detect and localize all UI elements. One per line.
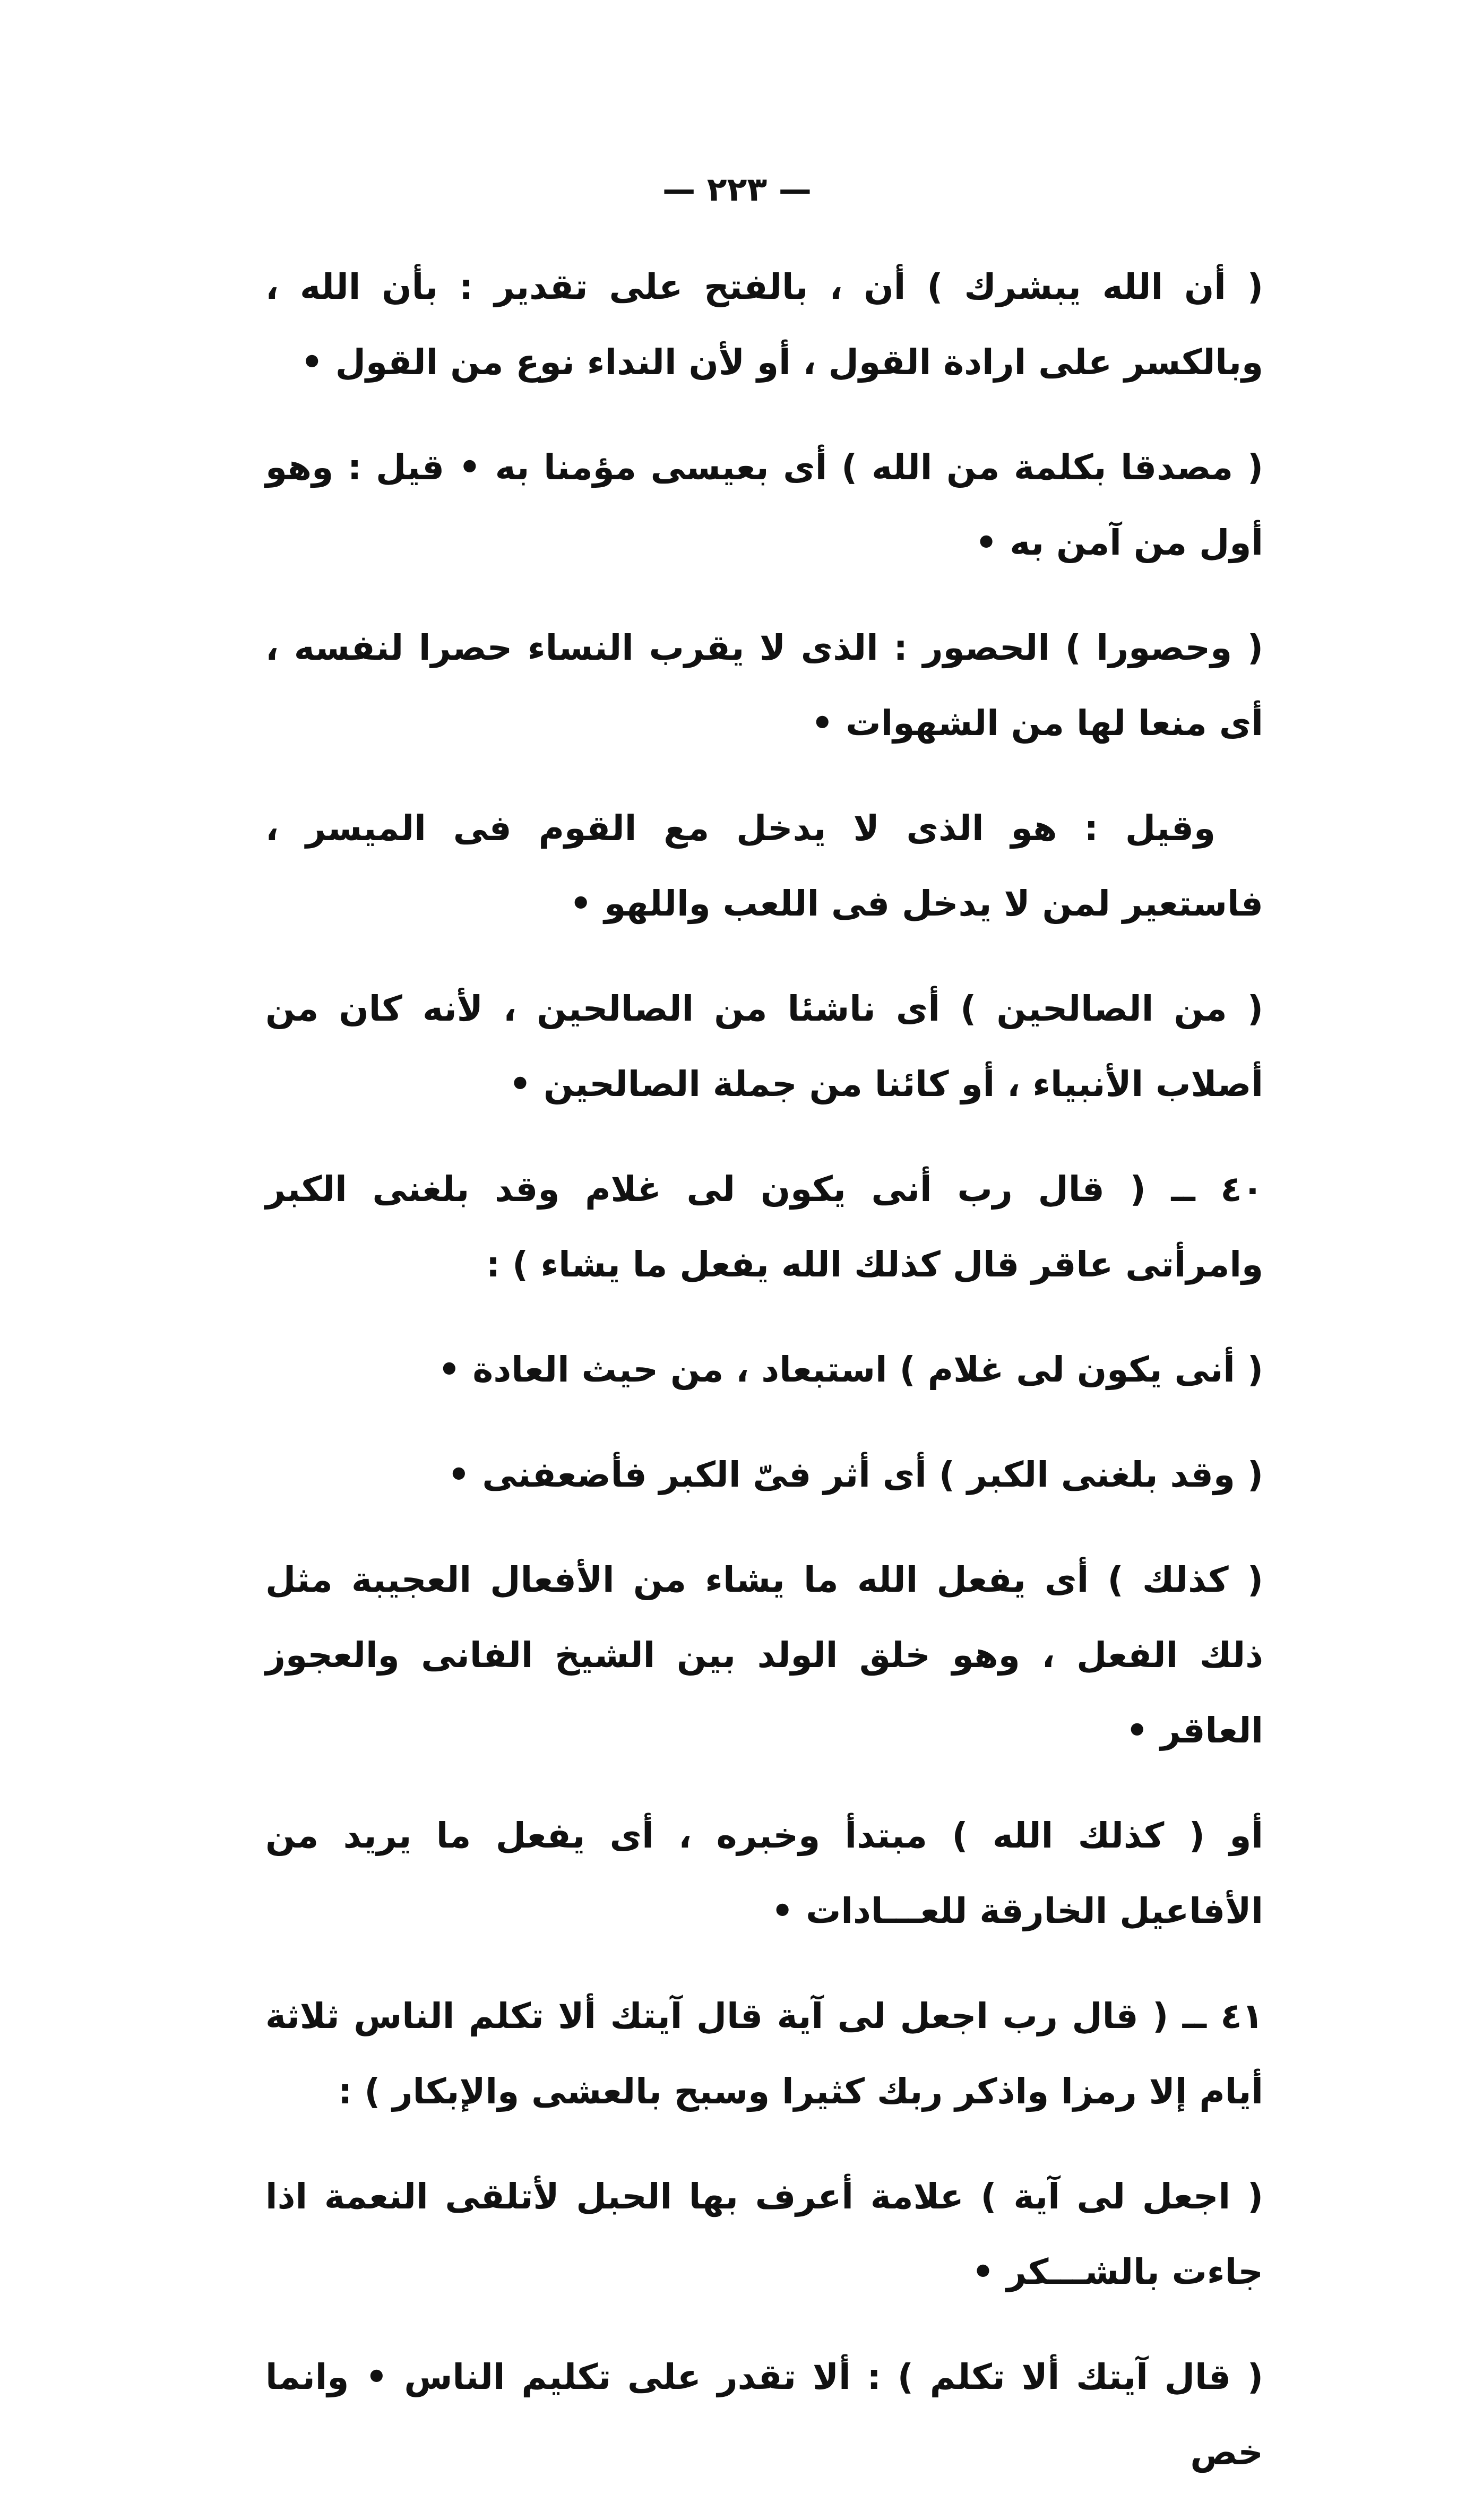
paragraph: ( من الصالحين ) أى ناشئا من الصالحين ، لأنه كان من أصلاب الأنبياء ، أو كائنا من جملة الصالحين • (265, 988, 1263, 1104)
paragraph: ( أن الله يبشرك ) أن ، بالفتح على تقدير : بأن الله ، وبالكسر على ارادة القول ، أو لأن النداء نوع من القول • (265, 266, 1263, 383)
document-body (265, 249, 1263, 2520)
paragraph: وقيل : هو الذى لا يدخل مع القوم فى الميسر ، فاستعير لمن لا يدخل فى اللعب واللهو • (265, 808, 1263, 924)
paragraph: ( كذلك ) أى يفعل الله ما يشاء من الأفعال العجيبة مثل ذلك الفعل ، وهو خلق الولد بين الشيخ الفانى والعجوز العاقر • (265, 1559, 1263, 1751)
paragraph: ( اجعل لى آية ) علامة أعرف بها الحبل لأتلقى النعمة اذا جاءت بالشـــكر • (265, 2176, 1263, 2292)
paragraph: ( وقد بلغنى الكبر ) أى أثر فىّ الكبر فأضعفنى • (447, 1454, 1263, 1495)
verse-paragraph: ٤١ ــ ( قال رب اجعل لى آية قال آيتك ألا تكلم الناس ثلاثة أيام إلا رمزا واذكر ربك كثيرا وسبح بالعشى والإبكار ) : (265, 1996, 1263, 2112)
page-number: — ٢٢٣ — (662, 170, 812, 209)
paragraph: ( وحصورا ) الحصور : الذى لا يقرب النساء حصرا لنفسه ، أى منعا لها من الشهوات • (265, 627, 1263, 744)
paragraph: ( قال آيتك ألا تكلم ) : ألا تقدر على تكليم الناس • وانما خص (265, 2357, 1263, 2473)
paragraph: ( مصدقا بكلمة من الله ) أى بعيسى مؤمنا به • قيل : وهو أول من آمن به • (265, 447, 1263, 563)
paragraph: ( أنى يكون لى غلام ) استبعاد ، من حيث العادة • (438, 1349, 1263, 1390)
verse-paragraph: ٤٠ ــ ( قال رب أنى يكون لى غلام وقد بلغنى الكبر وامرأتى عاقر قال كذلك الله يفعل ما يشاء ) : (265, 1169, 1263, 1285)
paragraph: أو ( كذلك الله ) مبتدأ وخبره ، أى يفعل ما يريد من الأفاعيل الخارقة للعـــادات • (265, 1815, 1263, 1931)
